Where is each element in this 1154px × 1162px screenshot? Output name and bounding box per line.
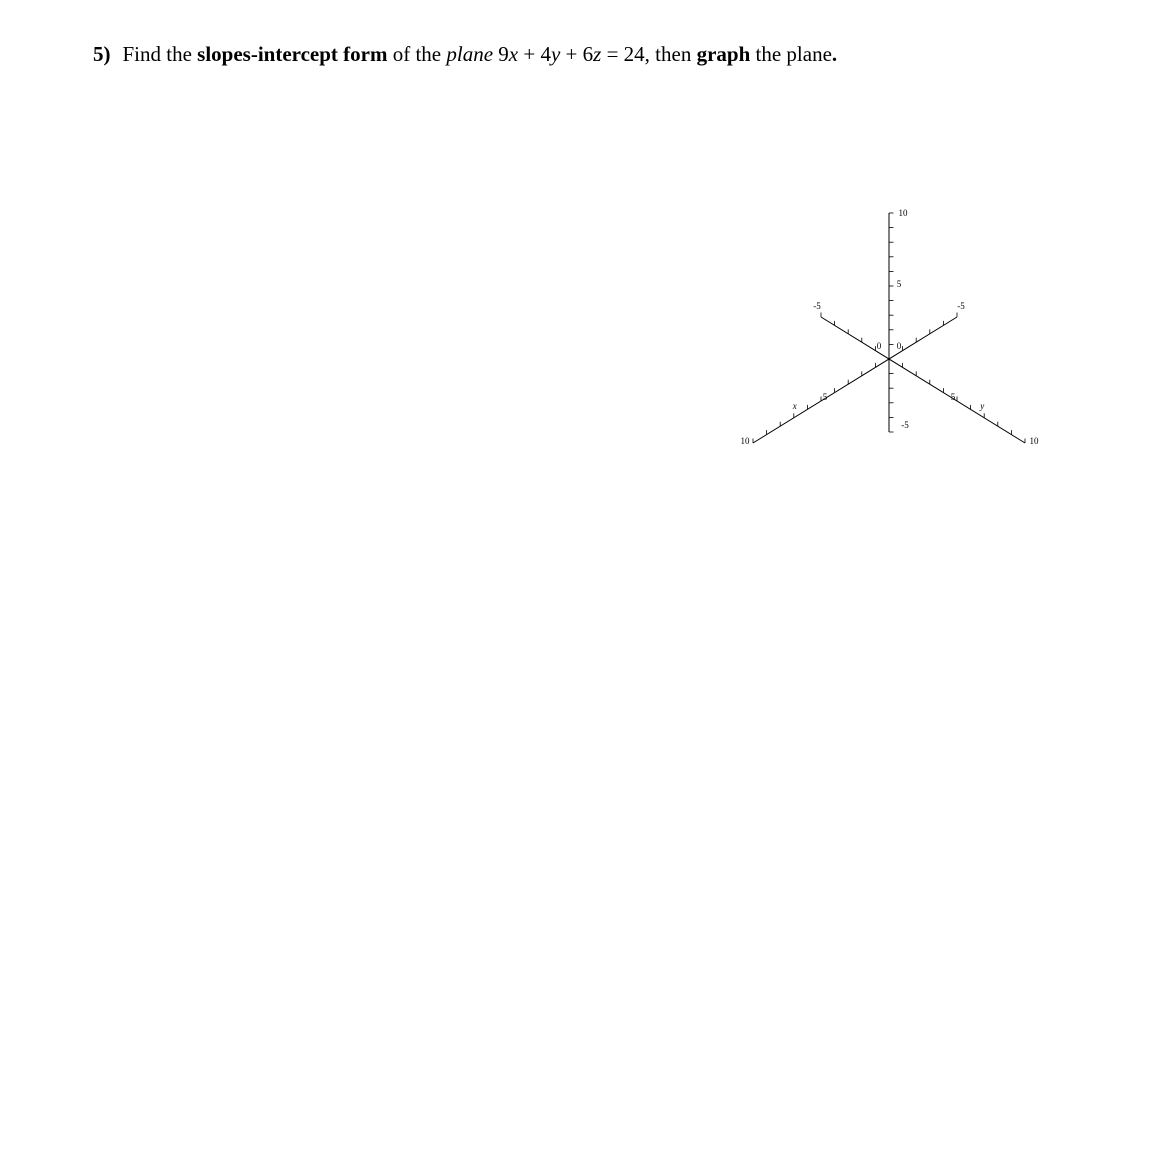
x-axis-line <box>753 317 957 443</box>
z-tick-label: 5 <box>896 279 902 289</box>
text-segment: of the <box>387 42 447 66</box>
term-slopes-intercept-form: slopes-intercept form <box>197 42 388 66</box>
y-tick-label: -5 <box>813 301 821 311</box>
question-number: 5) <box>93 42 111 66</box>
x-tick-label: 10 <box>740 436 750 446</box>
axes-3d-graph <box>700 195 1080 475</box>
final-period: . <box>831 42 838 66</box>
y-axis-line <box>821 317 1025 443</box>
equation-var-y: y <box>550 42 561 66</box>
y-axis-letter: y <box>980 400 985 411</box>
x-tick-label: -5 <box>957 301 965 311</box>
equation-coef-9: 9 <box>493 42 509 66</box>
term-plane: plane <box>446 42 494 66</box>
y-tick-label: 10 <box>1029 436 1039 446</box>
text-segment: Find the <box>122 42 198 66</box>
equation-rhs: = 24, then <box>601 42 697 66</box>
equation-var-x: x <box>508 42 519 66</box>
equation-coef-6: + 6 <box>560 42 594 66</box>
x-tick-label: 0 <box>876 341 882 351</box>
equation-var-z: z <box>593 42 602 66</box>
x-axis-letter: x <box>792 400 797 411</box>
x-tick-label: 5 <box>822 392 828 402</box>
y-tick-label: 5 <box>950 392 956 402</box>
question-text <box>93 40 837 68</box>
z-tick-label: -5 <box>901 420 909 430</box>
z-tick-label: 10 <box>898 208 908 218</box>
equation-coef-4: + 4 <box>518 42 551 66</box>
text-segment: the plane <box>750 42 832 66</box>
y-tick-label: 0 <box>896 341 902 351</box>
labels-layer <box>741 208 1040 446</box>
term-graph: graph <box>696 42 751 66</box>
